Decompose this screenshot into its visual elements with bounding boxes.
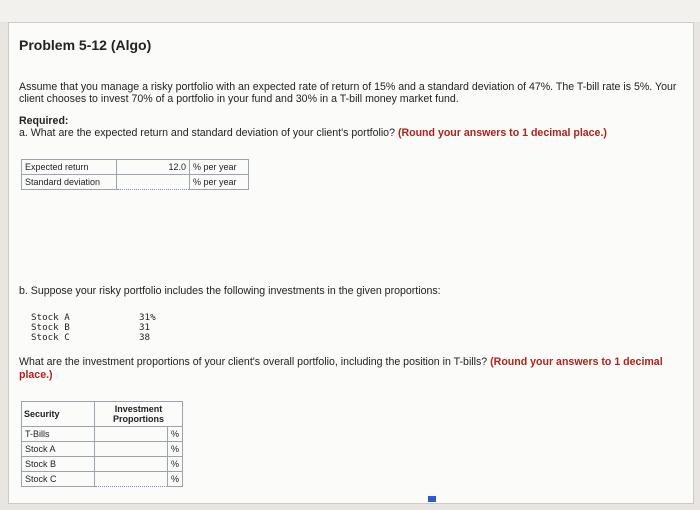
question-b-note: (Round your answers to 1 decimal place.) — [19, 356, 663, 381]
table-row — [22, 472, 183, 487]
stock-b-input[interactable] — [95, 457, 168, 472]
expected-return-label: Expected return — [22, 160, 117, 175]
required-label: Required: — [19, 115, 69, 127]
browser-top-bar — [0, 0, 700, 22]
std-dev-label: Standard deviation — [22, 175, 117, 190]
table-row — [22, 175, 249, 190]
tbills-unit: % — [168, 427, 183, 442]
security-stock-a: Stock A — [22, 442, 95, 457]
std-dev-input[interactable] — [117, 175, 190, 190]
table-header-row — [22, 402, 183, 427]
stock-c-input[interactable] — [95, 472, 168, 487]
problem-title: Problem 5-12 (Algo) — [19, 37, 152, 53]
table-row — [22, 427, 183, 442]
stock-a-input[interactable] — [95, 442, 168, 457]
required-section — [19, 115, 607, 139]
question-a: a. What are the expected return and standard deviation of your client's portfolio? — [19, 127, 395, 139]
stock-c-unit: % — [168, 472, 183, 487]
stock-values — [139, 313, 156, 343]
table-row — [22, 457, 183, 472]
security-stock-c: Stock C — [22, 472, 95, 487]
stock-c-name: Stock C — [31, 332, 70, 343]
std-dev-unit: % per year — [190, 175, 249, 190]
question-a-note: (Round your answers to 1 decimal place.) — [397, 127, 607, 139]
stock-a-value: 31% — [139, 312, 156, 323]
problem-intro: Assume that you manage a risky portfolio with an expected rate of return of 15% and a standard deviation of 47%. The T-bill rate is 5%. Your client chooses to invest 70% of a portfolio in your fund and 30% in a T-bill money market fund. — [19, 81, 677, 105]
security-tbills: T-Bills — [22, 427, 95, 442]
question-b — [19, 356, 679, 382]
mouse-cursor-icon — [428, 496, 436, 502]
stock-a-name: Stock A — [31, 312, 70, 323]
part-b-intro: b. Suppose your risky portfolio includes the following investments in the given proportions: — [19, 285, 441, 297]
stock-b-unit: % — [168, 457, 183, 472]
stock-names — [31, 313, 70, 343]
stock-b-value: 31 — [139, 322, 151, 333]
part-a-answer-table — [21, 159, 249, 190]
table-row — [22, 442, 183, 457]
security-header: Security — [22, 402, 95, 427]
stock-c-value: 38 — [139, 332, 151, 343]
stock-b-name: Stock B — [31, 322, 70, 333]
expected-return-input[interactable]: 12.0 — [117, 160, 190, 175]
tbills-input[interactable] — [95, 427, 168, 442]
question-b-text: What are the investment proportions of your client's overall portfolio, including the position in T-bills? — [19, 356, 488, 368]
security-stock-b: Stock B — [22, 457, 95, 472]
expected-return-unit: % per year — [190, 160, 249, 175]
problem-panel — [8, 22, 694, 504]
table-row — [22, 160, 249, 175]
part-b-answer-table — [21, 401, 183, 487]
proportions-header: Investment Proportions — [95, 402, 183, 427]
stock-a-unit: % — [168, 442, 183, 457]
